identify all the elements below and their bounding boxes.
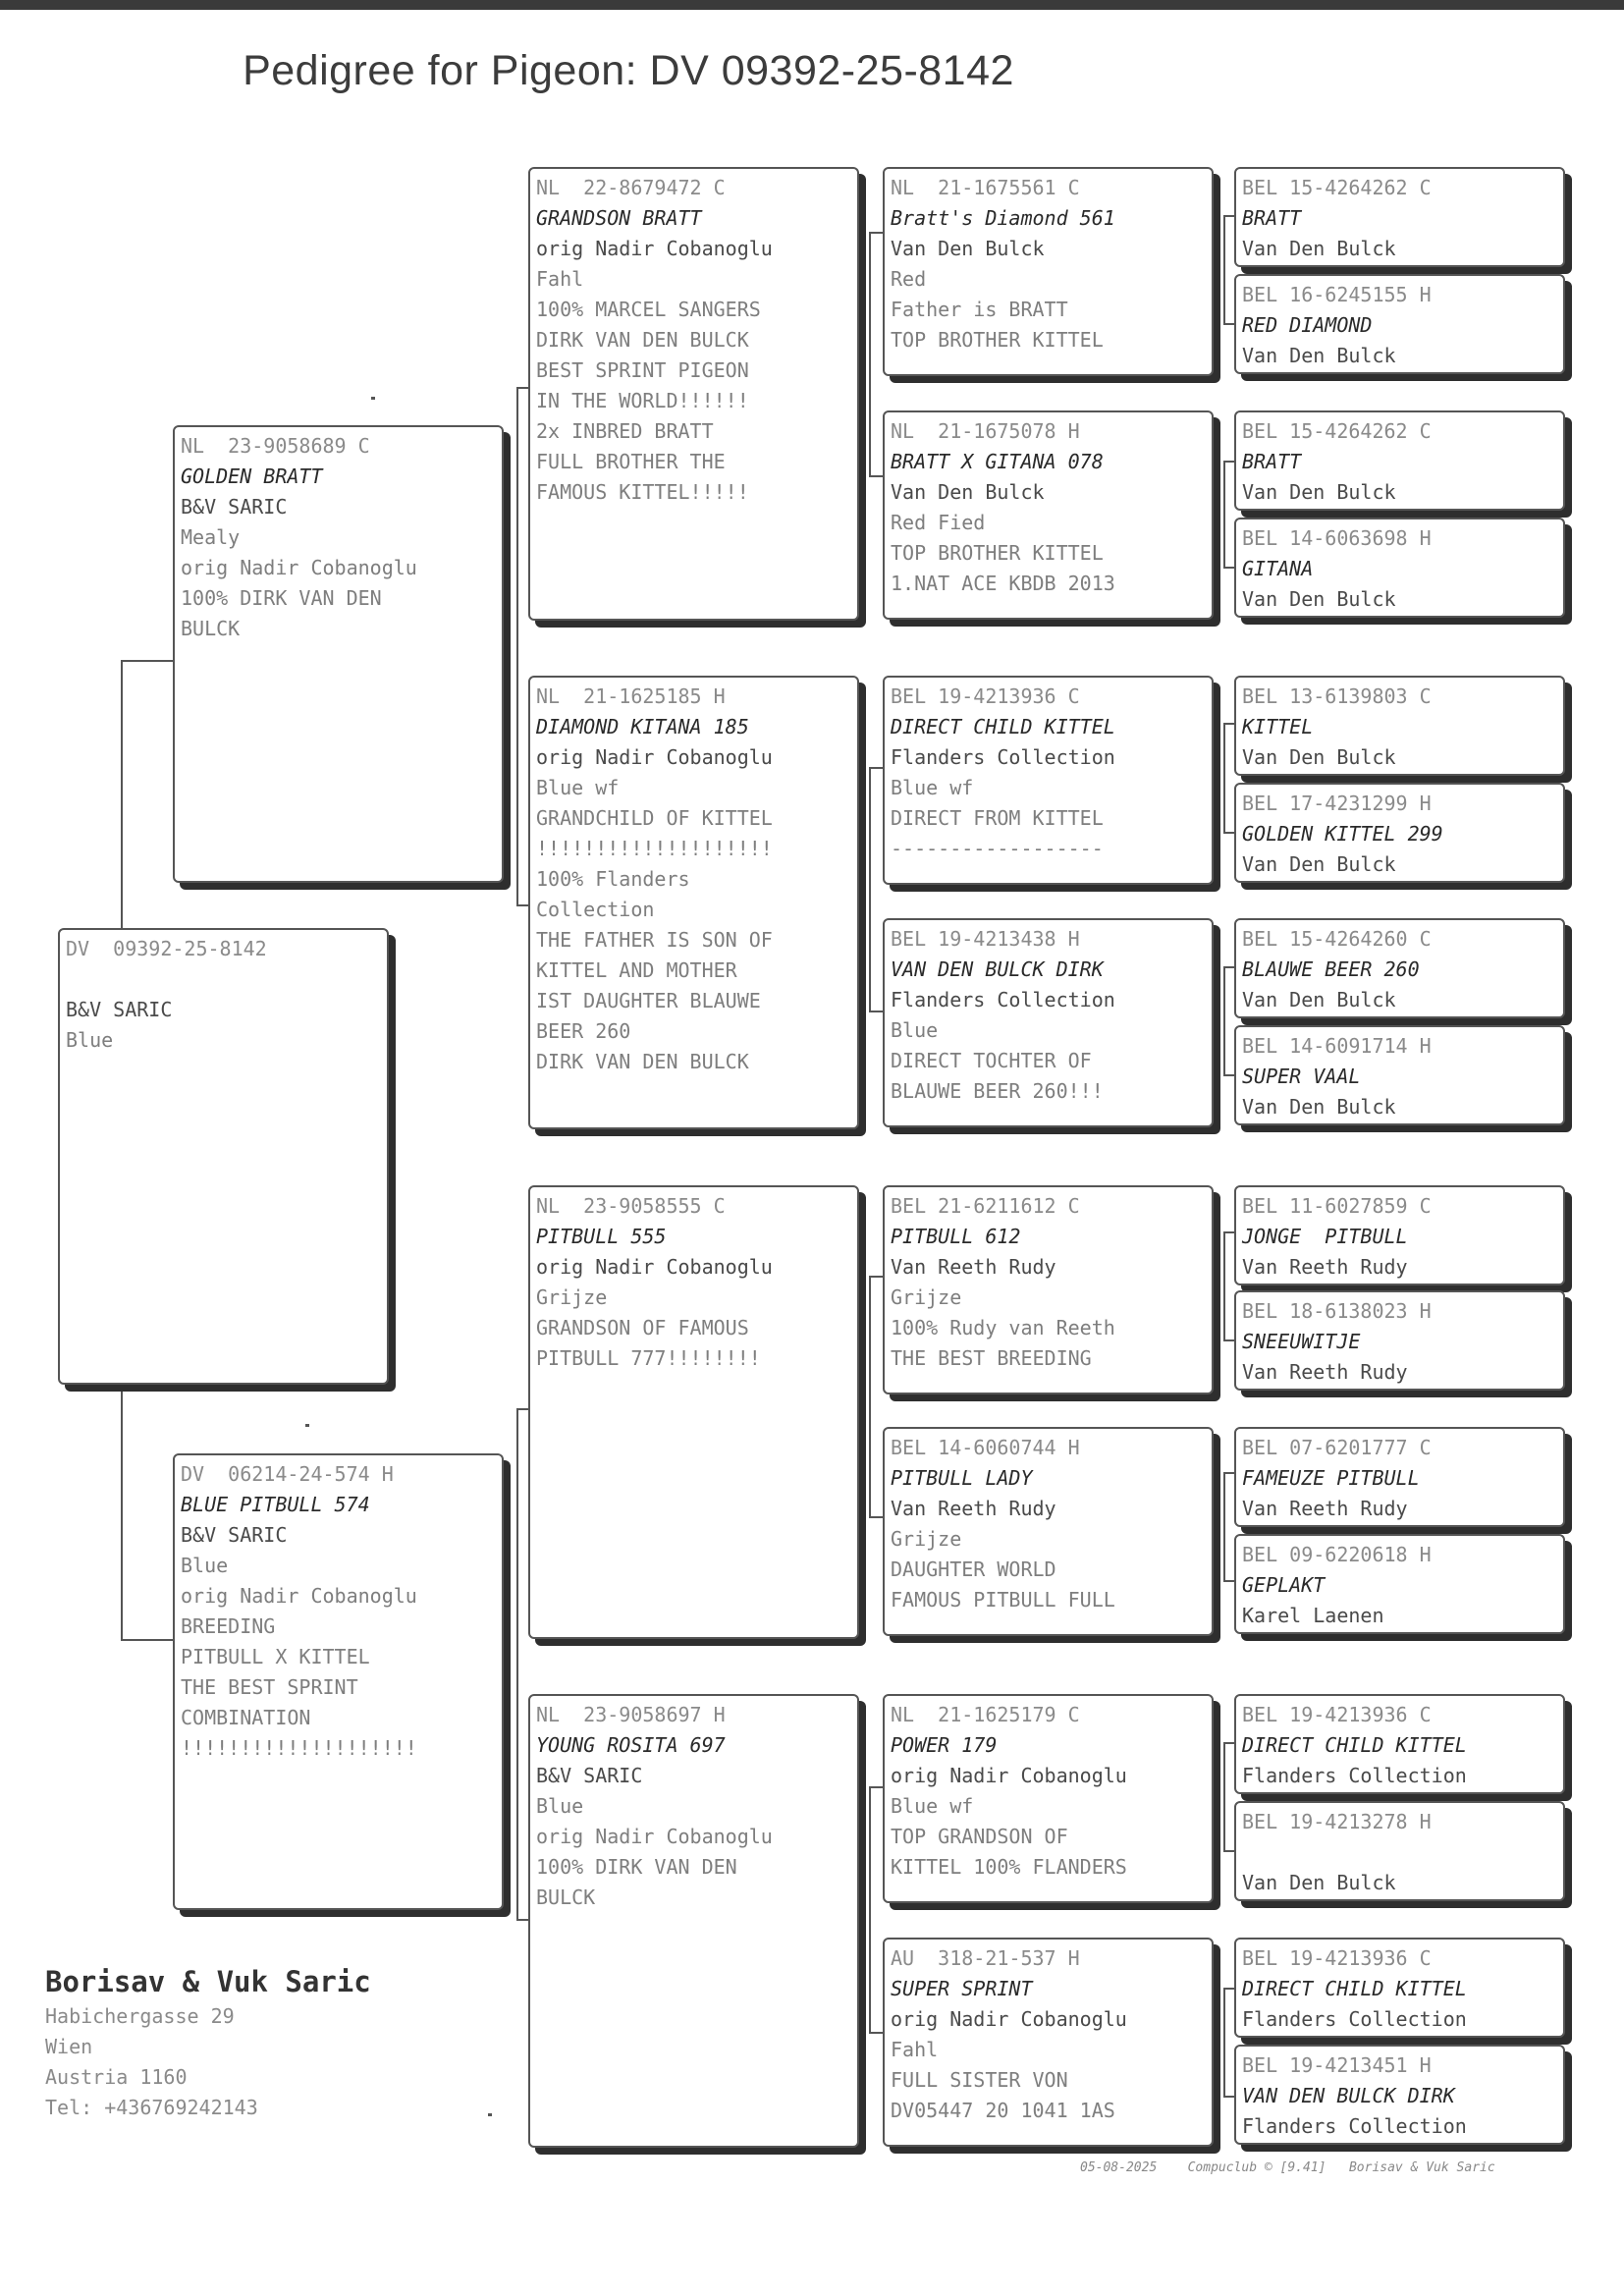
pigeon-name: GOLDEN BRATT	[181, 464, 323, 488]
color: Blue	[536, 1794, 584, 1818]
pigeon-name: DIRECT CHILD KITTEL	[1242, 1733, 1467, 1757]
ring-number: NL 21-1625185 H	[536, 684, 726, 708]
pigeon-card-dam-sire[interactable]	[528, 1185, 859, 1639]
ring-number: BEL 19-4213936 C	[1242, 1703, 1432, 1726]
ring-number: NL 22-8679472 C	[536, 176, 726, 199]
footer-software: Compuclub © [9.41]	[1187, 2160, 1326, 2175]
ring-number: BEL 19-4213278 H	[1242, 1810, 1432, 1833]
ring-number: DV 09392-25-8142	[66, 937, 267, 960]
pigeon-card-g4-4[interactable]	[1234, 518, 1565, 618]
color: Blue	[891, 1018, 939, 1042]
breeder: Van Den Bulck	[1242, 745, 1396, 769]
breeder: Van Reeth Rudy	[891, 1497, 1056, 1520]
remark-line: ------------------	[891, 837, 1104, 860]
pigeon-card-g4-3[interactable]	[1234, 410, 1565, 511]
footer-owner: Borisav & Vuk Saric	[1348, 2160, 1495, 2175]
pigeon-card-ddd[interactable]	[883, 1938, 1214, 2147]
ring-number: BEL 15-4264262 C	[1242, 176, 1432, 199]
pigeon-card-g4-16[interactable]	[1234, 2045, 1565, 2145]
breeder: orig Nadir Cobanoglu	[891, 2007, 1127, 2031]
pigeon-card-sire[interactable]	[173, 425, 504, 883]
pigeon-name: SUPER SPRINT	[891, 1977, 1033, 2000]
breeder: orig Nadir Cobanoglu	[536, 745, 773, 769]
remark-line: TOP BROTHER KITTEL	[891, 541, 1104, 565]
pigeon-name: BRATT X GITANA 078	[891, 450, 1104, 473]
color: Blue wf	[891, 776, 974, 799]
pigeon-card-dds[interactable]	[883, 1694, 1214, 1903]
color: Fahl	[536, 267, 584, 291]
owner-city: Wien	[45, 2035, 93, 2058]
breeder: Van Reeth Rudy	[891, 1255, 1056, 1279]
breeder: Flanders Collection	[891, 988, 1115, 1011]
color: Blue	[66, 1028, 114, 1052]
ring-number: DV 06214-24-574 H	[181, 1462, 394, 1486]
remark-line: !!!!!!!!!!!!!!!!!!!!	[181, 1736, 417, 1760]
ring-number: BEL 16-6245155 H	[1242, 283, 1432, 306]
remark-line: FAMOUS KITTEL!!!!!	[536, 480, 749, 504]
remark-line: BULCK	[536, 1885, 596, 1909]
color: Mealy	[181, 525, 241, 549]
pigeon-card-sdd[interactable]	[883, 918, 1214, 1127]
pigeon-card-sds[interactable]	[883, 676, 1214, 885]
breeder: Van Den Bulck	[1242, 237, 1396, 260]
ring-number: BEL 19-4213451 H	[1242, 2053, 1432, 2077]
breeder: orig Nadir Cobanoglu	[536, 1255, 773, 1279]
breeder: Karel Laenen	[1242, 1604, 1384, 1627]
breeder: B&V SARIC	[181, 495, 288, 519]
breeder: Flanders Collection	[1242, 1764, 1467, 1787]
remark-line: 100% Flanders	[536, 867, 690, 891]
remark-line: 100% Rudy van Reeth	[891, 1316, 1115, 1339]
remark-line: Collection	[536, 898, 655, 921]
pigeon-card-g4-1[interactable]	[1234, 167, 1565, 267]
breeder: B&V SARIC	[181, 1523, 288, 1547]
pigeon-card-g4-14[interactable]	[1234, 1801, 1565, 1901]
scan-speck	[371, 397, 375, 400]
pigeon-name: DIAMOND KITANA 185	[536, 715, 749, 738]
breeder: orig Nadir Cobanoglu	[891, 1764, 1127, 1787]
remark-line: BREEDING	[181, 1614, 276, 1638]
breeder: Flanders Collection	[1242, 2007, 1467, 2031]
scan-speck	[305, 1424, 309, 1427]
remark-line: 100% MARCEL SANGERS	[536, 298, 761, 321]
remark-line: THE BEST BREEDING	[891, 1346, 1092, 1370]
owner-name: Borisav & Vuk Saric	[45, 1965, 371, 1998]
pigeon-name: PITBULL 555	[536, 1225, 667, 1248]
breeder: Van Den Bulck	[1242, 1095, 1396, 1119]
pigeon-card-ssd[interactable]	[883, 410, 1214, 620]
pigeon-card-g4-11[interactable]	[1234, 1427, 1565, 1527]
remark-line: !!!!!!!!!!!!!!!!!!!!	[536, 837, 773, 860]
color: Grijze	[891, 1527, 962, 1551]
remark-line: DIRECT FROM KITTEL	[891, 806, 1104, 830]
remark-line: orig Nadir Cobanoglu	[181, 556, 417, 579]
ring-number: BEL 13-6139803 C	[1242, 684, 1432, 708]
remark-line: DIRECT TOCHTER OF	[891, 1049, 1092, 1072]
ring-number: BEL 14-6091714 H	[1242, 1034, 1432, 1058]
remark-line: FULL BROTHER THE	[536, 450, 726, 473]
pigeon-card-g4-13[interactable]	[1234, 1694, 1565, 1794]
ring-number: BEL 15-4264262 C	[1242, 419, 1432, 443]
remark-line: 2x INBRED BRATT	[536, 419, 714, 443]
pigeon-card-dsd[interactable]	[883, 1427, 1214, 1636]
pigeon-name: SNEEUWITJE	[1242, 1330, 1361, 1353]
ring-number: BEL 14-6063698 H	[1242, 526, 1432, 550]
pigeon-name: POWER 179	[891, 1733, 998, 1757]
breeder: Van Reeth Rudy	[1242, 1497, 1408, 1520]
pigeon-name	[1242, 1837, 1557, 1868]
remark-line: COMBINATION	[181, 1706, 311, 1729]
breeder: Van Den Bulck	[1242, 852, 1396, 876]
breeder: Van Den Bulck	[891, 237, 1045, 260]
pigeon-card-g4-2[interactable]	[1234, 274, 1565, 374]
breeder: B&V SARIC	[536, 1764, 643, 1787]
breeder: Flanders Collection	[891, 745, 1115, 769]
remark-line: FULL SISTER VON	[891, 2068, 1068, 2092]
pigeon-name: DIRECT CHILD KITTEL	[1242, 1977, 1467, 2000]
breeder: Flanders Collection	[1242, 2114, 1467, 2138]
pigeon-name: FAMEUZE PITBULL	[1242, 1466, 1420, 1490]
pigeon-name: RED DIAMOND	[1242, 313, 1373, 337]
breeder: B&V SARIC	[66, 998, 173, 1021]
pigeon-name: VAN DEN BULCK DIRK	[891, 957, 1104, 981]
pigeon-name: GOLDEN KITTEL 299	[1242, 822, 1443, 846]
owner-address-block	[45, 1962, 371, 2123]
ring-number: BEL 14-6060744 H	[891, 1436, 1080, 1459]
pigeon-card-sire-dam[interactable]	[528, 676, 859, 1129]
remark-line: DIRK VAN DEN BULCK	[536, 328, 749, 352]
ring-number: NL 21-1625179 C	[891, 1703, 1080, 1726]
pigeon-card-g4-8[interactable]	[1234, 1025, 1565, 1125]
remark-line: DAUGHTER WORLD	[891, 1557, 1056, 1581]
breeder: Van Den Bulck	[1242, 344, 1396, 367]
remark-line: DIRK VAN DEN BULCK	[536, 1050, 749, 1073]
remark-line: orig Nadir Cobanoglu	[181, 1584, 417, 1608]
pigeon-name: GRANDSON BRATT	[536, 206, 702, 230]
remark-line: IN THE WORLD!!!!!!	[536, 389, 749, 412]
ring-number: NL 21-1675561 C	[891, 176, 1080, 199]
owner-country: Austria 1160	[45, 2065, 188, 2089]
remark-line: GRANDCHILD OF KITTEL	[536, 806, 773, 830]
breeder: Van Reeth Rudy	[1242, 1360, 1408, 1384]
breeder: Van Den Bulck	[891, 480, 1045, 504]
breeder: Van Den Bulck	[1242, 988, 1396, 1011]
remark-line: DV05447 20 1041 1AS	[891, 2099, 1115, 2122]
color: Red Fied	[891, 511, 986, 534]
remark-line: BLAUWE BEER 260!!!	[891, 1079, 1104, 1103]
remark-line: BEST SPRINT PIGEON	[536, 358, 749, 382]
color: Fahl	[891, 2038, 939, 2061]
breeder: Van Den Bulck	[1242, 480, 1396, 504]
breeder: Van Den Bulck	[1242, 1871, 1396, 1894]
ring-number: NL 23-9058697 H	[536, 1703, 726, 1726]
ring-number: NL 21-1675078 H	[891, 419, 1080, 443]
remark-line: 100% DIRK VAN DEN	[536, 1855, 737, 1879]
breeder: Van Den Bulck	[1242, 587, 1396, 611]
ring-number: AU 318-21-537 H	[891, 1946, 1080, 1970]
pigeon-name: JONGE PITBULL	[1242, 1225, 1408, 1248]
pigeon-name: GEPLAKT	[1242, 1573, 1326, 1597]
pigeon-name: BLAUWE BEER 260	[1242, 957, 1420, 981]
ring-number: BEL 21-6211612 C	[891, 1194, 1080, 1218]
footer-date: 05-08-2025	[1080, 2160, 1158, 2175]
remark-line: THE BEST SPRINT	[181, 1675, 358, 1699]
pigeon-name: YOUNG ROSITA 697	[536, 1733, 726, 1757]
pigeon-card-g4-9[interactable]	[1234, 1185, 1565, 1285]
remark-line: IST DAUGHTER BLAUWE	[536, 989, 761, 1012]
ring-number: BEL 18-6138023 H	[1242, 1299, 1432, 1323]
pigeon-card-g4-6[interactable]	[1234, 783, 1565, 883]
color: Blue wf	[891, 1794, 974, 1818]
breeder: orig Nadir Cobanoglu	[536, 237, 773, 260]
pigeon-card-dss[interactable]	[883, 1185, 1214, 1394]
color: Blue	[181, 1554, 229, 1577]
remark-line: 100% DIRK VAN DEN	[181, 586, 382, 610]
pigeon-name: GITANA	[1242, 557, 1314, 580]
pigeon-card-g4-15[interactable]	[1234, 1938, 1565, 2038]
pigeon-card-g4-7[interactable]	[1234, 918, 1565, 1018]
pigeon-card-g4-12[interactable]	[1234, 1534, 1565, 1634]
ring-number: BEL 19-4213936 C	[891, 684, 1080, 708]
pigeon-name: BLUE PITBULL 574	[181, 1493, 370, 1516]
color: Grijze	[536, 1285, 608, 1309]
pigeon-name: PITBULL LADY	[891, 1466, 1033, 1490]
page-title: Pedigree for Pigeon: DV 09392-25-8142	[243, 47, 1014, 94]
pigeon-name: SUPER VAAL	[1242, 1065, 1361, 1088]
remark-line: TOP GRANDSON OF	[891, 1825, 1068, 1848]
scan-speck	[488, 2113, 492, 2116]
remark-line: KITTEL 100% FLANDERS	[891, 1855, 1127, 1879]
ring-number: BEL 11-6027859 C	[1242, 1194, 1432, 1218]
color: Grijze	[891, 1285, 962, 1309]
ring-number: BEL 17-4231299 H	[1242, 792, 1432, 815]
pigeon-card-sire-sire[interactable]	[528, 167, 859, 621]
pigeon-name: PITBULL 612	[891, 1225, 1021, 1248]
color: Red	[891, 267, 927, 291]
ring-number: BEL 19-4213438 H	[891, 927, 1080, 951]
ring-number: BEL 15-4264260 C	[1242, 927, 1432, 951]
ring-number: NL 23-9058555 C	[536, 1194, 726, 1218]
pigeon-name: BRATT	[1242, 450, 1302, 473]
ring-number: BEL 19-4213936 C	[1242, 1946, 1432, 1970]
remark-line: TOP BROTHER KITTEL	[891, 328, 1104, 352]
pigeon-card-g4-10[interactable]	[1234, 1290, 1565, 1391]
remark-line: THE FATHER IS SON OF	[536, 928, 773, 952]
remark-line: BEER 260	[536, 1019, 631, 1043]
remark-line: FAMOUS PITBULL FULL	[891, 1588, 1115, 1612]
pigeon-card-subject[interactable]	[58, 928, 389, 1385]
remark-line: BULCK	[181, 617, 241, 640]
pigeon-card-sss[interactable]	[883, 167, 1214, 376]
page-footer	[1080, 2160, 1495, 2175]
remark-line: 1.NAT ACE KBDB 2013	[891, 572, 1115, 595]
pigeon-card-g4-5[interactable]	[1234, 676, 1565, 776]
remark-line: orig Nadir Cobanoglu	[536, 1825, 773, 1848]
pigeon-card-dam[interactable]	[173, 1453, 504, 1910]
pigeon-name: DIRECT CHILD KITTEL	[891, 715, 1115, 738]
remark-line: KITTEL AND MOTHER	[536, 958, 737, 982]
owner-street: Habichergasse 29	[45, 2004, 235, 2028]
remark-line: Father is BRATT	[891, 298, 1068, 321]
ring-number: BEL 07-6201777 C	[1242, 1436, 1432, 1459]
pigeon-name: KITTEL	[1242, 715, 1314, 738]
remark-line: GRANDSON OF FAMOUS	[536, 1316, 749, 1339]
pigeon-name: Bratt's Diamond 561	[891, 206, 1115, 230]
owner-phone: Tel: +436769242143	[45, 2096, 258, 2119]
pigeon-name: BRATT	[1242, 206, 1302, 230]
breeder: Van Reeth Rudy	[1242, 1255, 1408, 1279]
remark-line: PITBULL 777!!!!!!!!	[536, 1346, 761, 1370]
color: Blue wf	[536, 776, 620, 799]
remark-line: PITBULL X KITTEL	[181, 1645, 370, 1668]
pigeon-name: VAN DEN BULCK DIRK	[1242, 2084, 1455, 2107]
ring-number: NL 23-9058689 C	[181, 434, 370, 458]
pigeon-card-dam-dam[interactable]	[528, 1694, 859, 2148]
ring-number: BEL 09-6220618 H	[1242, 1543, 1432, 1566]
